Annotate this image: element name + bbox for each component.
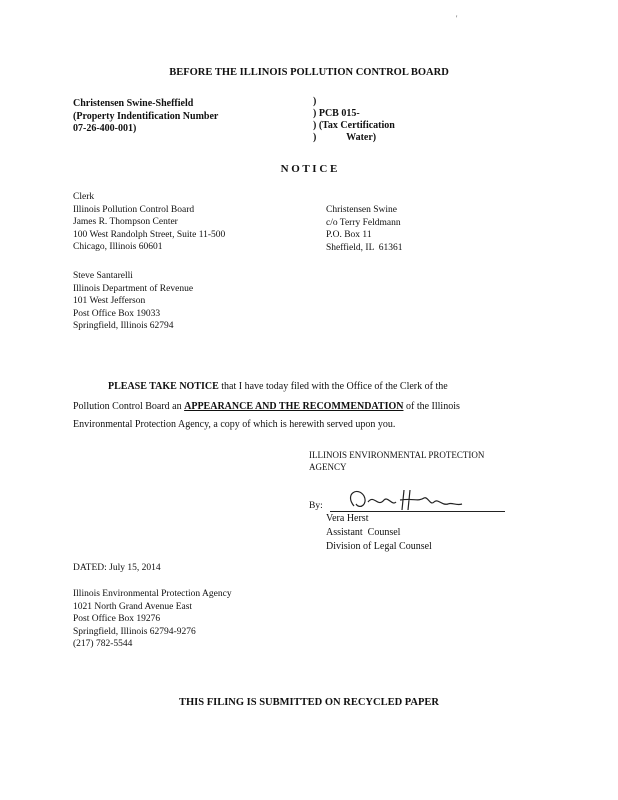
signer-division: Division of Legal Counsel: [326, 541, 432, 552]
revenue-address: Steve Santarelli Illinois Department of Revenue 101 West Jefferson Post Office Box 19033 Springfield, Illinois 62794: [73, 271, 194, 331]
case-caption-left: [73, 98, 218, 136]
agency-signature-block: ILLINOIS ENVIRONMENTAL PROTECTION AGENCY: [309, 450, 485, 472]
signer-name: Vera Herst: [326, 513, 369, 524]
signer-block: [326, 512, 432, 554]
caption-bracket: ): [313, 96, 317, 107]
body-line-1: PLEASE TAKE NOTICE that I have today filed with the Office of the Clerk of the: [108, 381, 448, 392]
party-address: Christensen Swine c/o Terry Feldmann P.O. Box 11 Sheffield, IL 61361: [326, 205, 403, 253]
notice-body: [108, 377, 448, 397]
notice-lead: PLEASE TAKE NOTICE: [108, 381, 219, 392]
case-type: ) (Tax Certification: [313, 120, 395, 131]
document-title: APPEARANCE AND THE RECOMMENDATION: [184, 401, 404, 412]
body-line-3: Environmental Protection Agency, a copy of which is herewith served upon you.: [73, 419, 396, 430]
agency-phone: (217) 782-5544: [73, 639, 133, 649]
property-id-number: 07-26-400-001): [73, 123, 137, 134]
case-caption-right: [313, 96, 395, 144]
notice-title: N O T I C E: [280, 163, 338, 175]
by-label: By:: [309, 501, 323, 511]
recycled-paper-footer: THIS FILING IS SUBMITTED ON RECYCLED PAPER: [178, 697, 440, 708]
agency-address: Illinois Environmental Protection Agency 1021 North Grand Avenue East Post Office Box 19276 Springfield, Illinois 62794-9276 (217) 782-5544: [73, 589, 232, 649]
property-id-label: (Property Indentification Number: [73, 110, 219, 122]
board-heading: BEFORE THE ILLINOIS POLLUTION CONTROL BOARD: [169, 67, 449, 78]
dated-line: DATED: July 15, 2014: [73, 563, 161, 573]
case-number: ) PCB 015-: [313, 108, 360, 119]
petitioner-name: Christensen Swine-Sheffield: [73, 98, 194, 109]
case-type-cont: ) Water): [313, 132, 377, 143]
clerk-address: Clerk Illinois Pollution Control Board James R. Thompson Center 100 West Randolph Street, Suite 11-500 Chicago, Illinois 60601: [73, 192, 226, 252]
body-line-2: Pollution Control Board an APPEARANCE AND THE RECOMMENDATION of the Illinois: [73, 401, 460, 412]
signer-title: Assistant Counsel: [326, 527, 401, 538]
scan-mark: ': [456, 14, 458, 23]
